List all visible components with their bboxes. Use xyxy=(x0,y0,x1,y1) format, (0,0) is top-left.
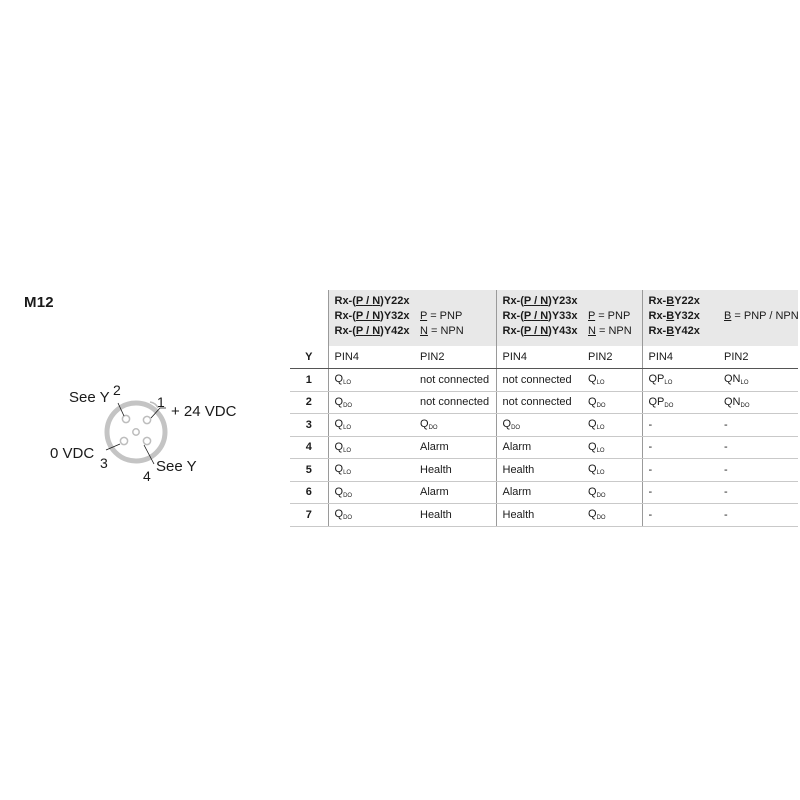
table-cell xyxy=(414,481,496,504)
table-cell xyxy=(328,369,414,392)
cell-subscript: DO xyxy=(664,402,674,409)
model-separator: / xyxy=(363,310,373,322)
table-cell xyxy=(414,369,496,392)
table-cell xyxy=(414,504,496,527)
table-cell xyxy=(718,414,798,437)
model-output-code: N xyxy=(372,325,381,337)
cell-value: Q xyxy=(588,463,597,476)
row-y-value: 1 xyxy=(290,369,328,392)
model-name xyxy=(503,324,583,339)
legend-text: = PNP xyxy=(427,310,463,322)
cell-subscript: LO xyxy=(664,380,673,387)
cell-value: Q xyxy=(334,373,344,386)
table-cell xyxy=(642,436,718,459)
table-cell xyxy=(718,436,798,459)
cell-value: Q xyxy=(334,508,344,521)
model-name xyxy=(335,309,415,324)
cell-value: Q xyxy=(334,440,344,453)
model-name xyxy=(649,324,719,339)
table-cell xyxy=(642,504,718,527)
center-pin xyxy=(133,429,139,435)
cell-value: QP xyxy=(648,373,665,386)
cell-subscript: DO xyxy=(740,402,750,409)
model-prefix: Rx-( xyxy=(334,310,356,322)
group-1-legend xyxy=(414,290,496,346)
cell-subscript: DO xyxy=(343,515,353,522)
model-output-code: N xyxy=(540,310,549,322)
model-prefix: Rx-( xyxy=(334,325,356,337)
table-cell xyxy=(496,414,582,437)
model-suffix: )Y33x xyxy=(548,310,578,322)
table-cell xyxy=(496,481,582,504)
table-cell xyxy=(328,459,414,482)
table-row xyxy=(290,436,798,459)
cell-value: - xyxy=(648,441,653,454)
cell-value: Health xyxy=(420,508,452,521)
cell-value: Q xyxy=(334,485,344,498)
pin-number-2: 2 xyxy=(113,382,121,398)
table-cell xyxy=(582,436,642,459)
cell-value: Health xyxy=(502,463,535,476)
table-cell xyxy=(718,391,798,414)
table-row xyxy=(290,369,798,392)
model-name xyxy=(649,309,719,324)
output-legend xyxy=(588,294,642,339)
cell-value: Q xyxy=(502,418,512,431)
table-cell xyxy=(582,414,642,437)
cell-value: Q xyxy=(588,418,597,431)
table-cell xyxy=(582,481,642,504)
model-separator: / xyxy=(531,295,541,307)
legend-text: = NPN xyxy=(595,325,632,337)
table-cell xyxy=(496,504,582,527)
column-header-row xyxy=(290,346,798,369)
model-suffix: )Y22x xyxy=(380,295,410,307)
model-output-code: P xyxy=(355,295,364,307)
model-separator: / xyxy=(363,295,373,307)
model-output-code: N xyxy=(540,325,549,337)
table-cell xyxy=(328,504,414,527)
row-y-value: 7 xyxy=(290,504,328,527)
cell-subscript: DO xyxy=(511,425,521,432)
col-header-g3-pin2: PIN2 xyxy=(718,346,798,369)
table-cell xyxy=(582,369,642,392)
cell-value: - xyxy=(724,508,728,521)
table-cell xyxy=(642,369,718,392)
legend-entry xyxy=(724,309,798,324)
pin-number-1: 1 xyxy=(157,394,165,410)
model-suffix: Y32x xyxy=(674,310,700,322)
cell-value: - xyxy=(648,508,653,521)
cell-value: not connected xyxy=(420,373,490,386)
cell-subscript: LO xyxy=(596,425,605,432)
model-name xyxy=(503,309,583,324)
model-suffix: Y42x xyxy=(674,325,700,337)
model-name xyxy=(335,324,415,339)
model-suffix: )Y43x xyxy=(548,325,578,337)
legend-key: N xyxy=(588,325,596,337)
cell-subscript: LO xyxy=(596,447,605,454)
group-2-legend xyxy=(582,290,642,346)
pin-number-3: 3 xyxy=(100,455,108,471)
model-output-code: P xyxy=(355,325,364,337)
table-cell xyxy=(496,369,582,392)
table-cell xyxy=(718,481,798,504)
group-3-legend xyxy=(718,290,798,346)
model-name xyxy=(503,294,583,309)
cell-subscript: LO xyxy=(596,470,605,477)
cell-value: - xyxy=(724,463,728,476)
cell-subscript: DO xyxy=(596,492,606,499)
legend-entry xyxy=(588,309,642,324)
group-2-models xyxy=(496,290,582,346)
model-name xyxy=(335,294,415,309)
cell-value: Q xyxy=(588,395,597,408)
model-output-code: P xyxy=(523,325,532,337)
cell-value: Q xyxy=(588,440,597,453)
model-prefix: Rx-( xyxy=(502,295,524,307)
cell-value: Alarm xyxy=(420,441,449,454)
row-y-value: 2 xyxy=(290,391,328,414)
cell-value: Q xyxy=(334,395,344,408)
table-cell xyxy=(642,391,718,414)
table-cell xyxy=(496,391,582,414)
col-header-y: Y xyxy=(290,346,328,369)
m12-connector-diagram xyxy=(40,370,250,490)
cell-value: - xyxy=(648,418,653,431)
model-output-code: P xyxy=(355,310,364,322)
pin-number-4: 4 xyxy=(143,468,151,484)
model-suffix: )Y42x xyxy=(380,325,410,337)
table-cell xyxy=(328,414,414,437)
pin-assignment-table xyxy=(290,290,798,527)
pin-label-1: + 24 VDC xyxy=(171,403,237,420)
table-cell xyxy=(642,459,718,482)
legend-entry xyxy=(420,309,496,324)
table-cell xyxy=(582,459,642,482)
table-cell xyxy=(718,459,798,482)
cell-subscript: LO xyxy=(740,380,749,387)
cell-subscript: DO xyxy=(343,402,353,409)
table-row xyxy=(290,391,798,414)
output-legend xyxy=(724,294,798,324)
cell-value: Q xyxy=(588,508,597,521)
cell-value: QP xyxy=(648,395,665,408)
cell-value: QN xyxy=(724,373,741,386)
cell-value: Q xyxy=(334,418,344,431)
model-output-code: N xyxy=(372,295,381,307)
table-cell xyxy=(718,504,798,527)
cell-subscript: LO xyxy=(343,470,352,477)
group-3-models xyxy=(642,290,718,346)
pin-label-4: See Y xyxy=(156,458,197,475)
table-row xyxy=(290,481,798,504)
table-row xyxy=(290,504,798,527)
model-output-code: B xyxy=(666,325,675,337)
table-row xyxy=(290,459,798,482)
cell-value: Q xyxy=(588,485,597,498)
cell-subscript: LO xyxy=(596,380,605,387)
pin-hole-3 xyxy=(120,437,127,444)
cell-value: Health xyxy=(502,508,535,521)
model-name xyxy=(649,294,719,309)
model-prefix: Rx- xyxy=(648,295,667,307)
row-y-value: 6 xyxy=(290,481,328,504)
table-cell xyxy=(414,391,496,414)
pin-hole-2 xyxy=(122,415,129,422)
cell-subscript: DO xyxy=(596,515,606,522)
cell-value: - xyxy=(724,418,728,431)
cell-value: - xyxy=(648,486,653,499)
cell-value: not connected xyxy=(420,396,490,409)
model-prefix: Rx-( xyxy=(502,325,524,337)
row-y-value: 5 xyxy=(290,459,328,482)
row-y-value: 4 xyxy=(290,436,328,459)
table-cell xyxy=(414,414,496,437)
cell-value: Q xyxy=(588,373,597,386)
model-separator: / xyxy=(363,325,373,337)
table-cell xyxy=(718,369,798,392)
model-output-code: N xyxy=(540,295,549,307)
model-output-code: P xyxy=(523,310,532,322)
col-header-g1-pin4: PIN4 xyxy=(328,346,414,369)
group-1-models xyxy=(328,290,414,346)
model-prefix: Rx-( xyxy=(502,310,524,322)
cell-value: Alarm xyxy=(420,486,449,499)
model-output-code: B xyxy=(666,295,675,307)
cell-value: QN xyxy=(724,395,741,408)
legend-key: B xyxy=(724,310,732,322)
col-header-g2-pin2: PIN2 xyxy=(582,346,642,369)
model-output-code: P xyxy=(523,295,532,307)
cell-value: Q xyxy=(334,463,344,476)
pin-label-2: See Y xyxy=(69,389,110,406)
cell-value: Alarm xyxy=(502,441,532,454)
model-output-code: N xyxy=(372,310,381,322)
cell-value: - xyxy=(648,463,653,476)
model-output-code: B xyxy=(666,310,675,322)
legend-text: = PNP xyxy=(595,310,631,322)
table-cell xyxy=(496,459,582,482)
legend-text: = PNP / NPN xyxy=(731,310,799,322)
cell-subscript: DO xyxy=(428,425,438,432)
cell-value: not connected xyxy=(502,396,572,409)
legend-entry xyxy=(420,324,496,339)
cell-value: Health xyxy=(420,463,452,476)
legend-entry xyxy=(588,324,642,339)
cell-subscript: DO xyxy=(596,402,606,409)
table-body xyxy=(290,369,798,527)
model-header-row xyxy=(290,290,798,346)
cell-value: Alarm xyxy=(502,486,532,499)
model-suffix: Y22x xyxy=(674,295,700,307)
table-row xyxy=(290,414,798,437)
table-cell xyxy=(414,459,496,482)
pin-label-3: 0 VDC xyxy=(50,445,95,462)
model-suffix: )Y23x xyxy=(548,295,578,307)
cell-value: not connected xyxy=(502,373,572,386)
legend-key: P xyxy=(420,310,428,322)
legend-key: N xyxy=(420,325,428,337)
row-y-value: 3 xyxy=(290,414,328,437)
model-prefix: Rx-( xyxy=(334,295,356,307)
cell-subscript: DO xyxy=(343,492,353,499)
table-cell xyxy=(582,504,642,527)
table-cell xyxy=(496,436,582,459)
pin-hole-1 xyxy=(143,416,150,423)
cell-value: - xyxy=(724,486,728,499)
table-cell xyxy=(582,391,642,414)
col-header-g2-pin4: PIN4 xyxy=(496,346,582,369)
table-cell xyxy=(642,414,718,437)
output-legend xyxy=(420,294,496,339)
cell-value: - xyxy=(724,441,728,454)
table-cell xyxy=(328,481,414,504)
table-cell xyxy=(414,436,496,459)
pin-hole-4 xyxy=(143,437,150,444)
connector-title: M12 xyxy=(24,294,54,311)
col-header-g1-pin2: PIN2 xyxy=(414,346,496,369)
cell-value: Q xyxy=(420,418,429,431)
cell-subscript: LO xyxy=(343,380,352,387)
model-prefix: Rx- xyxy=(648,310,667,322)
legend-key: P xyxy=(588,310,596,322)
legend-text: = NPN xyxy=(427,325,464,337)
table-cell xyxy=(328,436,414,459)
col-header-g3-pin4: PIN4 xyxy=(642,346,718,369)
model-suffix: )Y32x xyxy=(380,310,410,322)
table-cell xyxy=(642,481,718,504)
model-prefix: Rx- xyxy=(648,325,667,337)
cell-subscript: LO xyxy=(343,425,352,432)
model-separator: / xyxy=(531,310,541,322)
cell-subscript: LO xyxy=(343,447,352,454)
table-cell xyxy=(328,391,414,414)
model-separator: / xyxy=(531,325,541,337)
